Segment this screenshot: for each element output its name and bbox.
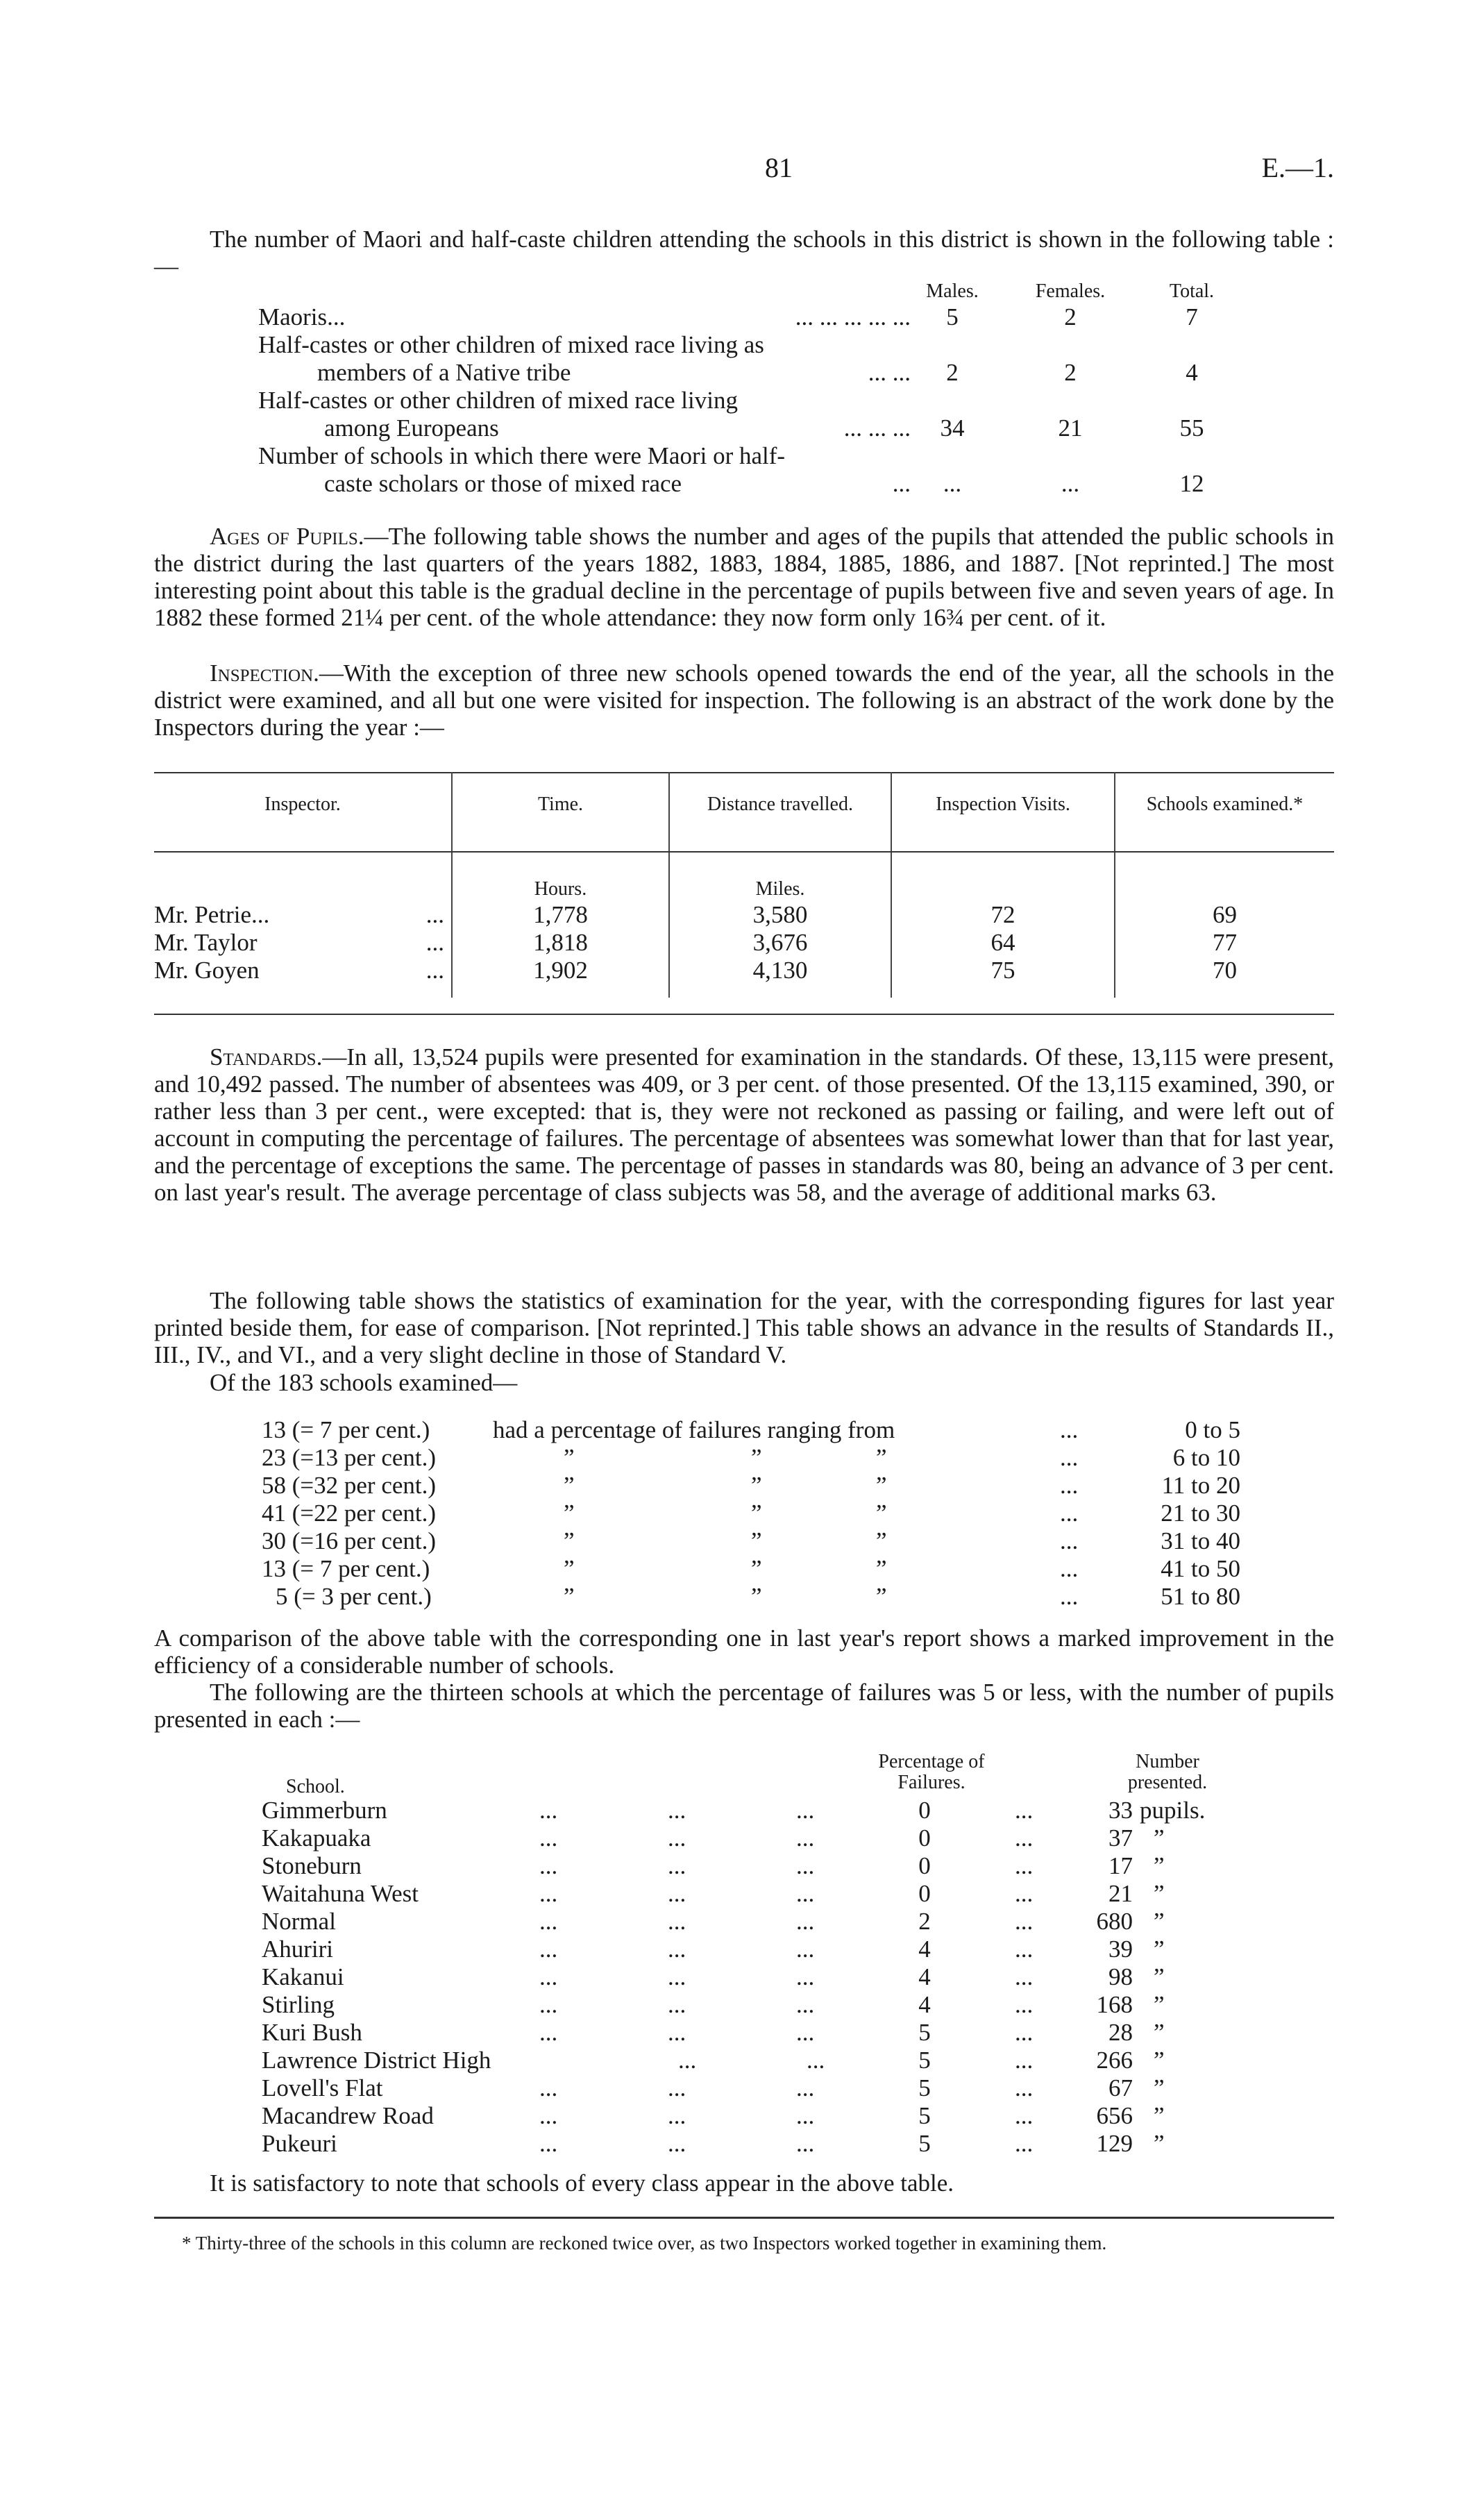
maori-females: 2	[1064, 359, 1077, 386]
ditto-mark: ”	[564, 1500, 575, 1527]
ditto-mark: ”	[564, 1555, 575, 1582]
col-header-pct-line1: Percentage of	[878, 1751, 985, 1772]
school-num: 39	[1108, 1936, 1133, 1963]
school-pct: 4	[918, 1991, 931, 2018]
ditto-mark: ”	[751, 1583, 762, 1610]
maori-males: 2	[946, 359, 959, 386]
maori-females: 2	[1064, 303, 1077, 330]
leader-dots: ...	[1015, 1963, 1034, 1990]
col-header-pct-line2: Failures.	[897, 1772, 966, 1793]
ages-paragraph	[154, 523, 1334, 631]
leader-dots: ... ... ...	[539, 1991, 815, 2018]
ditto-mark: ”	[876, 1472, 887, 1499]
maori-total: 12	[1179, 470, 1204, 497]
inspector-visits: 64	[990, 929, 1015, 956]
leader-dots: ...	[1015, 1991, 1034, 2018]
col-header-time: Time.	[537, 794, 584, 815]
leader-dots: ... ... ...	[539, 2019, 815, 2046]
failure-range: 51 to 80	[1161, 1583, 1240, 1610]
page	[154, 0, 1334, 2493]
table-rule-top	[154, 772, 1334, 773]
school-num: 17	[1108, 1852, 1133, 1879]
ditto-mark: ”	[876, 1555, 887, 1582]
leader-dots: ...	[425, 901, 444, 928]
school-name: Pukeuri	[262, 2130, 337, 2157]
failure-range: 11 to 20	[1161, 1472, 1240, 1499]
inspector-distance: 3,676	[752, 929, 808, 956]
school-name: Lovell's Flat	[262, 2074, 383, 2101]
leader-dots: ...	[1015, 1936, 1034, 1963]
ditto-mark: ”	[876, 1527, 887, 1554]
ditto-mark: ”	[1154, 2130, 1165, 2157]
maori-row-label-cont: caste scholars or those of mixed race	[324, 470, 682, 497]
failure-range: 21 to 30	[1161, 1500, 1240, 1527]
ditto-mark: ”	[876, 1583, 887, 1610]
school-name: Stoneburn	[262, 1852, 362, 1879]
leader-dots: ...	[1015, 1852, 1034, 1879]
inspector-visits: 75	[990, 957, 1015, 984]
ditto-mark: ”	[1154, 1936, 1165, 1963]
failure-range: 31 to 40	[1161, 1527, 1240, 1554]
leader-dots: ...	[1015, 2102, 1034, 2129]
col-header-visits: Inspection Visits.	[936, 794, 1070, 815]
col-header-distance: Distance travelled.	[707, 794, 853, 815]
inspector-name: Mr. Taylor	[154, 929, 258, 956]
maori-row-label: Half-castes or other children of mixed race living	[258, 387, 738, 414]
failure-count: 13 (= 7 per cent.)	[262, 1416, 430, 1443]
leader-dots: ... ... ...	[539, 1797, 815, 1824]
school-num: 656	[1096, 2102, 1133, 2129]
maori-males: ...	[943, 470, 962, 497]
school-num: 37	[1108, 1824, 1133, 1852]
school-pct: 4	[918, 1936, 931, 1963]
school-name: Normal	[262, 1908, 336, 1935]
leader-dots: ... ... ...	[539, 2074, 815, 2101]
closing-sentence: It is satisfactory to note that schools of every class appear in the above table.	[210, 2169, 954, 2197]
maori-col-total: Total.	[1169, 280, 1215, 302]
ditto-mark: ”	[876, 1444, 887, 1471]
col-header-examined: Schools examined.*	[1146, 794, 1304, 815]
school-num: 21	[1108, 1880, 1133, 1907]
col-header-inspector: Inspector.	[264, 794, 341, 815]
standards-heading: Standards.	[210, 1043, 323, 1071]
maori-males: 5	[946, 303, 959, 330]
school-num: 33	[1108, 1797, 1133, 1824]
maori-females: ...	[1061, 470, 1080, 497]
leader-dots: ... ... ...	[539, 1963, 815, 1990]
school-num: 67	[1108, 2074, 1133, 2101]
leader-dots: ... ... ...	[539, 1824, 815, 1852]
ditto-mark: ”	[1154, 1824, 1165, 1852]
failure-count: 58 (=32 per cent.)	[262, 1472, 437, 1499]
leader-dots: ...	[1015, 2047, 1034, 2074]
ages-text: —The following table shows the number and ages of the pupils that attended the public schools in the district during the last quarters of the years 1882, 1883, 1884, 1885, 1886, and 1887. [Not reprinted.] The most interesting point about this table is the gradual decline in the percentage of pupils between five and seven years of age. In 1882 these formed 21¼ per cent. of the whole attendance: they now form only 16¾ per cent. of it.	[154, 523, 1335, 631]
school-pct: 4	[918, 1963, 931, 1990]
ditto-mark: ”	[751, 1527, 762, 1554]
leader-dots: ... ... ...	[539, 1852, 815, 1879]
failure-count: 30 (=16 per cent.)	[262, 1527, 437, 1554]
school-num: 168	[1096, 1991, 1133, 2018]
inspector-time: 1,902	[533, 957, 588, 984]
ditto-mark: ”	[564, 1527, 575, 1554]
school-pct: 5	[918, 2074, 931, 2101]
school-name: Kakapuaka	[262, 1824, 371, 1852]
ditto-mark: ”	[1154, 2019, 1165, 2046]
ditto-mark: ”	[751, 1555, 762, 1582]
leader-dots: ...	[1060, 1583, 1079, 1610]
leader-dots: ...	[1060, 1500, 1079, 1527]
leader-dots: ... ... ...	[539, 1880, 815, 1907]
leader-dots: ... ... ...	[539, 2102, 815, 2129]
standards-para3: Of the 183 schools examined—	[210, 1369, 518, 1396]
leader-dots: ...	[1015, 1824, 1034, 1852]
leader-dots: ...	[1060, 1555, 1079, 1582]
maori-total: 55	[1179, 414, 1204, 442]
leader-dots: ...	[1060, 1527, 1079, 1554]
leader-dots: ...	[1015, 1908, 1034, 1935]
school-pct: 0	[918, 1824, 931, 1852]
school-name: Waitahuna West	[262, 1880, 419, 1907]
ditto-mark: ”	[564, 1583, 575, 1610]
school-pct: 0	[918, 1797, 931, 1824]
inspector-time: 1,818	[533, 929, 588, 956]
leader-dots: ...	[425, 929, 444, 956]
school-num: 680	[1096, 1908, 1133, 1935]
ditto-mark: ”	[751, 1444, 762, 1471]
inspection-heading: Inspection.	[210, 660, 319, 687]
inspector-examined: 69	[1213, 901, 1237, 928]
school-name: Kuri Bush	[262, 2019, 362, 2046]
footnote-rule	[154, 2217, 1334, 2219]
ditto-mark: ”	[564, 1472, 575, 1499]
thirteen-schools-intro: The following are the thirteen schools at which the percentage of failures was 5 or less, with the number of pupils presented in each :—	[154, 1679, 1334, 1733]
maori-total: 7	[1186, 303, 1198, 330]
leader-dots: ...	[1015, 2130, 1034, 2157]
school-name: Stirling	[262, 1991, 335, 2018]
school-num: 266	[1096, 2047, 1133, 2074]
ditto-mark: ”	[564, 1444, 575, 1471]
ditto-mark: ”	[1154, 2074, 1165, 2101]
maori-females: 21	[1058, 414, 1083, 442]
failure-range: 41 to 50	[1161, 1555, 1240, 1582]
leader-dots: ... ... ...	[539, 1936, 815, 1963]
failure-count: 5 (= 3 per cent.)	[276, 1583, 432, 1610]
school-name: Kakanui	[262, 1963, 344, 1990]
school-pct: 5	[918, 2130, 931, 2157]
page-reference: E.—1.	[1261, 152, 1334, 183]
unit-pupils: pupils.	[1140, 1797, 1206, 1824]
inspector-distance: 4,130	[752, 957, 808, 984]
ditto-mark: ”	[1154, 1991, 1165, 2018]
ditto-mark: ”	[1154, 2047, 1165, 2074]
leader-dots: ... ... ...	[539, 1908, 815, 1935]
maori-row-label: Maoris...	[258, 303, 346, 330]
table-rule-header	[154, 851, 1334, 853]
school-name: Ahuriri	[262, 1936, 334, 1963]
ditto-mark: ”	[1154, 1852, 1165, 1879]
maori-males: 34	[940, 414, 965, 442]
inspector-examined: 77	[1213, 929, 1237, 956]
leader-dots: ...	[1060, 1416, 1079, 1443]
failure-range: 0 to 5	[1185, 1416, 1240, 1443]
maori-row-label: Half-castes or other children of mixed race living as	[258, 331, 764, 358]
school-pct: 0	[918, 1880, 931, 1907]
maori-row-label-cont: members of a Native tribe	[317, 359, 571, 386]
maori-total: 4	[1186, 359, 1198, 386]
failure-range: 6 to 10	[1172, 1444, 1240, 1471]
school-pct: 5	[918, 2047, 931, 2074]
school-num: 129	[1096, 2130, 1133, 2157]
failure-count: 23 (=13 per cent.)	[262, 1444, 437, 1471]
school-num: 28	[1108, 2019, 1133, 2046]
failure-count: 13 (= 7 per cent.)	[262, 1555, 430, 1582]
leader-dots: ...	[1015, 2019, 1034, 2046]
failure-label: had a percentage of failures ranging from	[493, 1416, 895, 1443]
leader-dots: ... ...	[868, 359, 911, 386]
leader-dots: ... ... ... ... ...	[795, 303, 911, 330]
leader-dots: ... ... ...	[539, 2130, 815, 2157]
school-name: Macandrew Road	[262, 2102, 434, 2129]
unit-hours: Hours.	[534, 878, 587, 900]
leader-dots: ...	[1060, 1444, 1079, 1471]
table-rule-bottom	[154, 1014, 1334, 1015]
school-pct: 5	[918, 2019, 931, 2046]
ditto-mark: ”	[1154, 1908, 1165, 1935]
footnote: * Thirty-three of the schools in this column are reckoned twice over, as two Inspectors worked together in examining them.	[182, 2233, 1107, 2253]
leader-dots: ...	[1015, 2074, 1034, 2101]
school-num: 98	[1108, 1963, 1133, 1990]
inspector-visits: 72	[990, 901, 1015, 928]
inspector-examined: 70	[1213, 957, 1237, 984]
standards-paragraph	[154, 1043, 1334, 1206]
col-header-num-line2: presented.	[1127, 1772, 1208, 1793]
standards-text: —In all, 13,524 pupils were presented for examination in the standards. Of these, 13,115 were present, and 10,492 passed. The number of absentees was 409, or 3 per cent. of those presented. Of the 13,115 examined, 390, or rather less than 3 per cent., were excepted: that is, they were not reckoned as passing or failing, and were left out of account in computing the percentage of failures. The percentage of absentees was somewhat lower than that for last year, and the percentage of exceptions the same. The percentage of passes in standards was 80, being an advance of 3 per cent. on last year's result. The average percentage of class subjects was 58, and the average of additional marks 63.	[154, 1043, 1334, 1206]
ditto-mark: ”	[751, 1472, 762, 1499]
ditto-mark: ”	[876, 1500, 887, 1527]
ditto-mark: ”	[1154, 1963, 1165, 1990]
standards-para2: The following table shows the statistics of examination for the year, with the corresponding figures for last year printed beside them, for ease of comparison. [Not reprinted.] This table shows an advance in the results of Standards II., III., IV., and VI., and a very slight decline in those of Standard V.	[154, 1287, 1334, 1368]
leader-dots: ... ... ...	[843, 414, 911, 442]
leader-dots: ...	[1015, 1880, 1034, 1907]
inspection-paragraph	[154, 660, 1334, 741]
school-pct: 5	[918, 2102, 931, 2129]
ages-heading: Ages of Pupils.	[210, 523, 364, 550]
school-pct: 0	[918, 1852, 931, 1879]
maori-col-males: Males.	[926, 280, 979, 302]
school-name: Gimmerburn	[262, 1797, 387, 1824]
ditto-mark: ”	[1154, 2102, 1165, 2129]
leader-dots: ...	[1015, 1797, 1034, 1824]
ditto-mark: ”	[1154, 1880, 1165, 1907]
col-header-school: School.	[286, 1776, 345, 1797]
school-pct: 2	[918, 1908, 931, 1935]
leader-dots: ...	[1060, 1472, 1079, 1499]
leader-dots: ...	[892, 470, 911, 497]
leader-dots: ... ...	[678, 2047, 825, 2074]
maori-col-females: Females.	[1035, 280, 1106, 302]
school-name: Lawrence District High	[262, 2047, 491, 2074]
page-number: 81	[765, 152, 793, 183]
maori-row-label-cont: among Europeans	[324, 414, 499, 442]
inspector-name: Mr. Goyen	[154, 957, 260, 984]
col-header-num-line1: Number	[1136, 1751, 1199, 1772]
failure-count: 41 (=22 per cent.)	[262, 1500, 437, 1527]
ditto-mark: ”	[751, 1500, 762, 1527]
inspector-distance: 3,580	[752, 901, 808, 928]
comparison-paragraph: A comparison of the above table with the corresponding one in last year's report shows a marked improvement in the efficiency of a considerable number of schools.	[154, 1625, 1334, 1679]
maori-row-label: Number of schools in which there were Maori or half-	[258, 442, 786, 469]
maori-intro: The number of Maori and half-caste children attending the schools in this district is shown in the following table :—	[154, 226, 1334, 280]
leader-dots: ...	[425, 957, 444, 984]
inspector-time: 1,778	[533, 901, 588, 928]
unit-miles: Miles.	[755, 878, 805, 900]
inspection-text: —With the exception of three new schools opened towards the end of the year, all the schools in the district were examined, and all but one were visited for inspection. The following is an abstract of the work done by the Inspectors during the year :—	[154, 660, 1334, 741]
inspector-name: Mr. Petrie...	[154, 901, 270, 928]
